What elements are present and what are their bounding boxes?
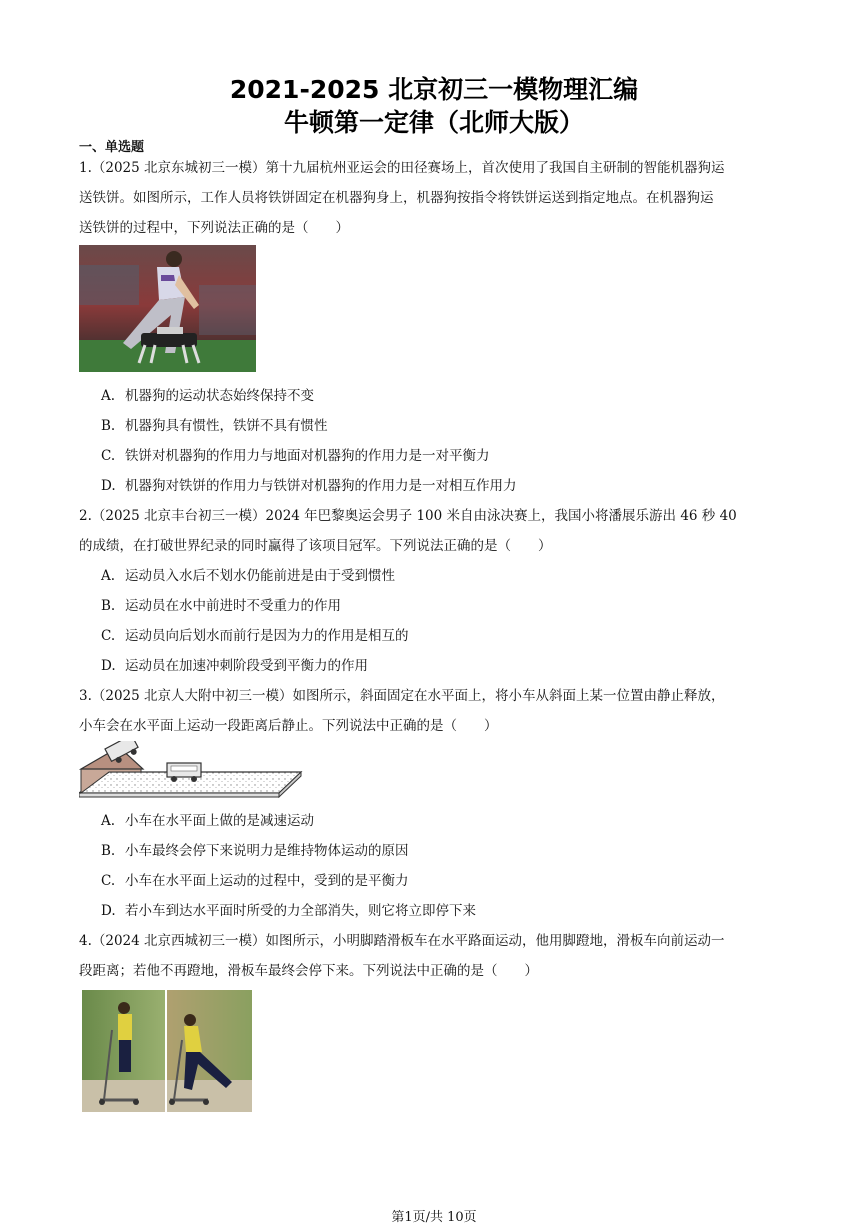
question-3-option-d: D. 若小车到达水平面时所受的力全部消失，则它将立即停下来: [101, 903, 476, 919]
section-heading: 一、单选题: [79, 140, 145, 155]
scooter-photo: [82, 990, 252, 1112]
question-3-option-b: B. 小车最终会停下来说明力是维持物体运动的原因: [101, 843, 409, 859]
doc-subtitle: 牛顿第一定律（北师大版）: [283, 108, 584, 137]
page-footer: 第1页/共 10页: [391, 1210, 477, 1225]
question-4-line-2: 段距离；若他不再蹬地，滑板车最终会停下来。下列说法中正确的是（ ）: [79, 963, 538, 979]
question-1-option-c: C. 铁饼对机器狗的作用力与地面对机器狗的作用力是一对平衡力: [101, 448, 490, 464]
question-2-option-d: D. 运动员在加速冲刺阶段受到平衡力的作用: [101, 658, 368, 674]
question-1-option-d: D. 机器狗对铁饼的作用力与铁饼对机器狗的作用力是一对相互作用力: [101, 478, 517, 494]
question-3-option-c: C. 小车在水平面上运动的过程中，受到的是平衡力: [101, 873, 409, 889]
doc-title: 2021-2025 北京初三一模物理汇编: [229, 75, 639, 104]
question-2-line-2: 的成绩，在打破世界纪录的同时赢得了该项目冠军。下列说法正确的是（ ）: [79, 538, 552, 554]
question-1-option-a: A. 机器狗的运动状态始终保持不变: [101, 388, 314, 404]
question-1-line-2: 送铁饼。如图所示，工作人员将铁饼固定在机器狗身上，机器狗按指令将铁饼运送到指定地点。在机器狗运: [79, 190, 714, 206]
incline-cart-diagram: [79, 741, 303, 799]
question-2-option-b: B. 运动员在水中前进时不受重力的作用: [101, 598, 341, 614]
question-3-line-2: 小车会在水平面上运动一段距离后静止。下列说法中正确的是（ ）: [79, 718, 498, 734]
question-1-option-b: B. 机器狗具有惯性，铁饼不具有惯性: [101, 418, 328, 434]
question-1-line-1: 1.（2025 北京东城初三一模）第十九届杭州亚运会的田径赛场上，首次使用了我国自主研制的智能机器狗运: [79, 160, 725, 176]
question-4-line-1: 4.（2024 北京西城初三一模）如图所示，小明脚踏滑板车在水平路面运动，他用脚蹬地，滑板车向前运动一: [79, 933, 725, 949]
question-2-line-1: 2.（2025 北京丰台初三一模）2024 年巴黎奥运会男子 100 米自由泳决赛上，我国小将潘展乐游出 46 秒 40: [79, 508, 737, 524]
question-2-option-c: C. 运动员向后划水而前行是因为力的作用是相互的: [101, 628, 409, 644]
question-1-line-3: 送铁饼的过程中，下列说法正确的是（ ）: [79, 220, 349, 236]
robot-dog-photo: [79, 245, 256, 372]
question-3-option-a: A. 小车在水平面上做的是减速运动: [101, 813, 314, 829]
question-3-line-1: 3.（2025 北京人大附中初三一模）如图所示，斜面固定在水平面上，将小车从斜面上某一位置由静止释放，: [79, 688, 725, 704]
question-2-option-a: A. 运动员入水后不划水仍能前进是由于受到惯性: [101, 568, 395, 584]
